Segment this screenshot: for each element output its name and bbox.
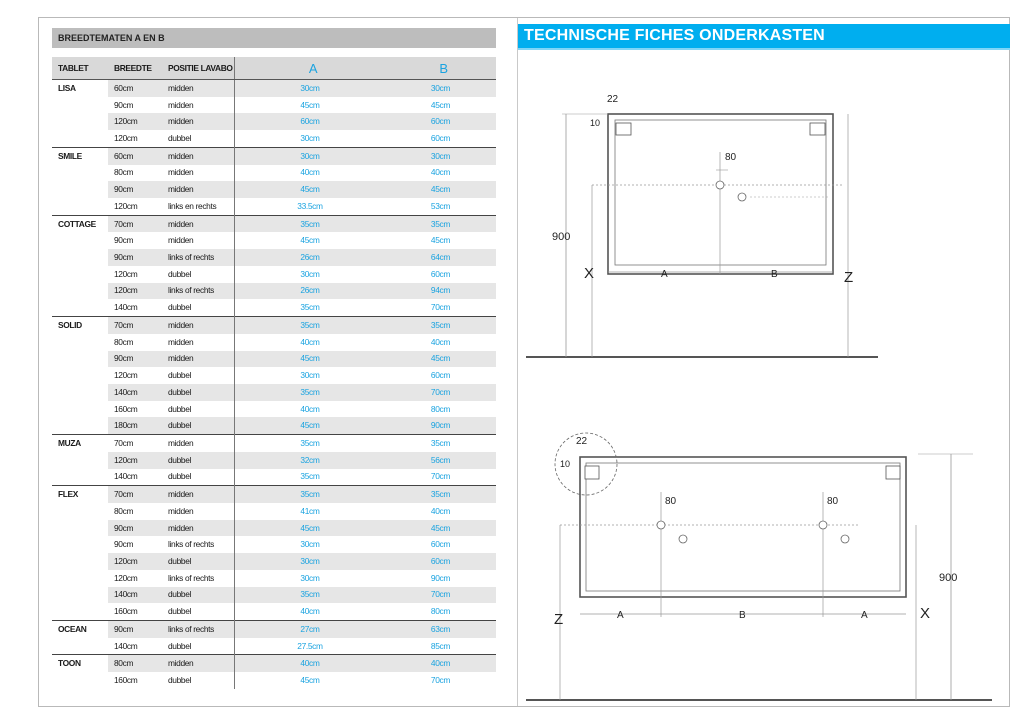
table-row	[52, 334, 496, 351]
cell-breedte: 90cm	[114, 99, 134, 110]
cell-breedte: 90cm	[114, 235, 134, 246]
cell-tablet	[52, 165, 108, 182]
header-breedte: BREEDTE	[108, 57, 162, 80]
cell-breedte: 90cm	[108, 351, 162, 368]
cell-breedte: 140cm	[114, 640, 138, 651]
cell-breedte: 120cm	[108, 452, 162, 469]
cell-b: 30cm	[385, 80, 496, 97]
cell-b: 60cm	[430, 370, 451, 381]
cell-tablet	[52, 553, 108, 570]
cell-b: 60cm	[385, 553, 496, 570]
cell-breedte: 70cm	[108, 435, 162, 452]
table-row	[52, 232, 496, 249]
diagram-single-basin	[526, 94, 878, 357]
cell-positie: dubbel	[162, 469, 235, 486]
dim-10: 10	[590, 118, 601, 128]
cell-positie: links of rechts	[162, 283, 235, 300]
cell-breedte: 120cm	[114, 200, 138, 211]
dim-80-right: 80	[827, 496, 839, 507]
cell-positie: midden	[162, 97, 235, 114]
cell-breedte: 90cm	[108, 621, 162, 638]
cell-tablet	[52, 113, 108, 130]
cell-a: 30cm	[235, 80, 385, 97]
cell-tablet	[52, 587, 108, 604]
table-row	[52, 587, 496, 604]
cell-breedte: 160cm	[114, 606, 138, 617]
cell-breedte: 120cm	[114, 133, 138, 144]
label-z: Z	[844, 269, 854, 286]
drain-hole-right	[819, 521, 827, 529]
table-row	[52, 417, 496, 434]
table-row	[52, 130, 496, 147]
cell-breedte: 120cm	[108, 553, 162, 570]
cell-breedte: 90cm	[108, 181, 162, 198]
cell-positie: midden	[162, 486, 235, 503]
cell-a: 30cm	[235, 147, 385, 164]
cell-a: 45cm	[235, 181, 385, 198]
dim-900: 900	[552, 231, 571, 243]
cell-a: 32cm	[235, 452, 385, 469]
cell-tablet	[52, 283, 108, 300]
cell-positie: dubbel	[162, 553, 235, 570]
cell-a: 30cm	[300, 133, 320, 144]
cell-a: 35cm	[235, 317, 385, 334]
hanger-bracket-right-2	[886, 466, 900, 479]
label-a: A	[661, 269, 668, 280]
cell-b: 70cm	[430, 471, 451, 482]
hanger-bracket-right	[810, 123, 825, 135]
cell-breedte: 120cm	[108, 283, 162, 300]
cell-positie: dubbel	[162, 299, 235, 316]
cell-b: 40cm	[385, 655, 496, 672]
cell-b: 60cm	[385, 113, 496, 130]
cell-tablet	[52, 334, 108, 351]
table-row	[52, 435, 496, 452]
table-row	[52, 621, 496, 638]
cell-a: 30cm	[300, 268, 320, 279]
dimension-table	[52, 57, 496, 689]
cell-breedte: 90cm	[108, 249, 162, 266]
cell-tablet	[52, 469, 108, 486]
cabinet-inner-2	[586, 463, 900, 591]
cell-a: 45cm	[235, 351, 385, 368]
cell-b: 63cm	[385, 621, 496, 638]
cell-b: 90cm	[385, 417, 496, 434]
table-row	[52, 570, 496, 587]
cell-positie: dubbel	[162, 367, 235, 384]
cell-a: 33.5cm	[297, 200, 323, 211]
cell-b: 90cm	[430, 572, 451, 583]
cell-tablet	[52, 672, 108, 689]
cell-positie: midden	[162, 147, 235, 164]
cell-positie: dubbel	[162, 672, 235, 689]
cell-tablet	[52, 249, 108, 266]
cell-tablet	[52, 367, 108, 384]
cell-b: 40cm	[430, 167, 451, 178]
cell-positie: midden	[162, 165, 235, 182]
table-row	[52, 672, 496, 689]
cell-positie: links en rechts	[162, 198, 235, 215]
cell-positie: midden	[162, 317, 235, 334]
dim-22: 22	[607, 94, 619, 105]
cell-positie: links of rechts	[162, 621, 235, 638]
cell-a: 27cm	[235, 621, 385, 638]
cell-b: 45cm	[385, 181, 496, 198]
cell-positie: dubbel	[162, 384, 235, 401]
cell-tablet: COTTAGE	[52, 215, 108, 232]
table-row	[52, 367, 496, 384]
table-row	[52, 113, 496, 130]
label-b-2: B	[739, 610, 746, 621]
cell-b: 94cm	[385, 283, 496, 300]
header-tablet: TABLET	[52, 57, 108, 80]
cell-b: 45cm	[430, 99, 451, 110]
diagram-double-basin	[526, 433, 992, 700]
cell-b: 70cm	[385, 384, 496, 401]
cell-breedte: 120cm	[114, 268, 138, 279]
cell-a: 26cm	[235, 249, 385, 266]
cell-positie: midden	[162, 435, 235, 452]
table-row	[52, 503, 496, 520]
cell-a: 30cm	[235, 553, 385, 570]
cell-b: 45cm	[385, 520, 496, 537]
supply-hole-right	[841, 535, 849, 543]
dim-10-2: 10	[560, 459, 571, 469]
cell-breedte: 160cm	[114, 403, 138, 414]
cell-a: 45cm	[235, 520, 385, 537]
cell-positie: midden	[162, 520, 235, 537]
cell-a: 35cm	[235, 587, 385, 604]
cell-a: 45cm	[300, 235, 320, 246]
cell-a: 30cm	[300, 539, 320, 550]
dimension-table-section	[52, 28, 496, 689]
label-x: X	[584, 265, 595, 282]
cell-positie: dubbel	[162, 266, 235, 283]
hanger-bracket-left	[616, 123, 631, 135]
cell-positie: dubbel	[162, 603, 235, 620]
cell-breedte: 120cm	[114, 572, 138, 583]
table-row	[52, 553, 496, 570]
cell-b: 45cm	[385, 351, 496, 368]
header-a: A	[235, 57, 385, 80]
cell-b: 80cm	[430, 606, 451, 617]
title-underline	[518, 48, 1010, 50]
cell-tablet: LISA	[52, 80, 108, 97]
cell-tablet	[52, 198, 108, 215]
table-row	[52, 401, 496, 418]
cell-a: 45cm	[300, 675, 320, 686]
table-section-title: BREEDTEMATEN A EN B	[52, 28, 496, 48]
cabinet-outline	[608, 114, 833, 274]
cell-tablet	[52, 181, 108, 198]
cell-b: 60cm	[430, 539, 451, 550]
cell-a: 35cm	[235, 435, 385, 452]
cell-tablet	[52, 503, 108, 520]
table-row	[52, 215, 496, 232]
cell-breedte: 140cm	[108, 384, 162, 401]
cell-a: 60cm	[235, 113, 385, 130]
table-row	[52, 603, 496, 620]
table-row	[52, 351, 496, 368]
drain-hole	[716, 181, 724, 189]
table-body	[52, 80, 496, 689]
table-row	[52, 655, 496, 672]
cell-breedte: 180cm	[108, 417, 162, 434]
cell-a: 26cm	[235, 283, 385, 300]
cell-a: 35cm	[300, 471, 320, 482]
cell-a: 40cm	[300, 606, 320, 617]
cell-a: 35cm	[235, 384, 385, 401]
cell-tablet	[52, 452, 108, 469]
cell-b: 60cm	[430, 133, 451, 144]
cell-a: 40cm	[235, 655, 385, 672]
cell-b: 35cm	[385, 317, 496, 334]
cell-a: 35cm	[235, 486, 385, 503]
cell-positie: midden	[162, 113, 235, 130]
cell-a: 40cm	[300, 403, 320, 414]
cell-tablet	[52, 417, 108, 434]
cell-positie: midden	[162, 80, 235, 97]
cell-positie: dubbel	[162, 130, 235, 147]
table-row	[52, 384, 496, 401]
cell-positie: links of rechts	[162, 536, 235, 553]
cell-positie: dubbel	[162, 452, 235, 469]
cell-positie: midden	[162, 215, 235, 232]
cell-tablet	[52, 130, 108, 147]
cell-a: 40cm	[300, 167, 320, 178]
drain-hole-left	[657, 521, 665, 529]
table-row	[52, 147, 496, 164]
cell-breedte: 160cm	[114, 675, 138, 686]
cell-tablet	[52, 401, 108, 418]
cell-b: 60cm	[430, 268, 451, 279]
dim-22-2: 22	[576, 436, 588, 447]
label-a-right: A	[861, 610, 868, 621]
hanger-bracket-left-2	[585, 466, 599, 479]
cell-breedte: 60cm	[108, 80, 162, 97]
cell-tablet: MUZA	[52, 435, 108, 452]
dim-80: 80	[725, 152, 737, 163]
cell-a: 27.5cm	[297, 640, 323, 651]
technical-drawings	[518, 52, 1010, 707]
cell-tablet	[52, 232, 108, 249]
table-row	[52, 486, 496, 503]
cell-a: 35cm	[235, 215, 385, 232]
cell-tablet	[52, 638, 108, 655]
cell-b: 35cm	[385, 435, 496, 452]
table-row	[52, 536, 496, 553]
cell-b: 40cm	[430, 336, 451, 347]
cell-positie: dubbel	[162, 417, 235, 434]
label-a-left: A	[617, 610, 624, 621]
label-x-2: X	[920, 605, 931, 622]
dim-80-left: 80	[665, 496, 677, 507]
cell-breedte: 80cm	[114, 336, 134, 347]
cell-breedte: 90cm	[108, 520, 162, 537]
cell-tablet	[52, 266, 108, 283]
table-row	[52, 520, 496, 537]
supply-hole	[738, 193, 746, 201]
cell-b: 35cm	[385, 486, 496, 503]
cell-a: 40cm	[300, 336, 320, 347]
cell-a: 35cm	[300, 302, 320, 313]
cell-breedte: 140cm	[108, 587, 162, 604]
cell-a: 45cm	[300, 99, 320, 110]
cell-breedte: 70cm	[108, 486, 162, 503]
cell-tablet	[52, 603, 108, 620]
table-row	[52, 80, 496, 97]
cell-positie: links of rechts	[162, 249, 235, 266]
dim-900-2: 900	[939, 572, 958, 584]
table-row	[52, 97, 496, 114]
cell-positie: links of rechts	[162, 570, 235, 587]
table-row	[52, 317, 496, 334]
table-row	[52, 299, 496, 316]
table-row	[52, 469, 496, 486]
cell-tablet: SMILE	[52, 147, 108, 164]
cell-positie: dubbel	[162, 638, 235, 655]
table-row	[52, 249, 496, 266]
cell-breedte: 140cm	[114, 302, 138, 313]
cell-breedte: 80cm	[114, 167, 134, 178]
cell-tablet: FLEX	[52, 486, 108, 503]
label-b: B	[771, 269, 778, 280]
cell-a: 45cm	[235, 417, 385, 434]
cell-breedte: 80cm	[114, 505, 134, 516]
table-row	[52, 198, 496, 215]
cell-tablet	[52, 299, 108, 316]
cell-b: 80cm	[430, 403, 451, 414]
cell-tablet: OCEAN	[52, 621, 108, 638]
cell-b: 56cm	[385, 452, 496, 469]
cell-a: 30cm	[300, 370, 320, 381]
cell-breedte: 90cm	[114, 539, 134, 550]
cell-positie: midden	[162, 655, 235, 672]
cell-tablet	[52, 97, 108, 114]
table-row	[52, 452, 496, 469]
cell-b: 85cm	[430, 640, 451, 651]
cell-a: 30cm	[300, 572, 320, 583]
cabinet-inner	[615, 120, 826, 265]
cell-breedte: 60cm	[108, 147, 162, 164]
cell-b: 70cm	[385, 587, 496, 604]
cell-breedte: 70cm	[108, 215, 162, 232]
table-row	[52, 283, 496, 300]
cell-b: 70cm	[430, 302, 451, 313]
header-b: B	[385, 57, 496, 80]
cell-positie: midden	[162, 181, 235, 198]
cell-breedte: 80cm	[108, 655, 162, 672]
tech-sheet-title: TECHNISCHE FICHES ONDERKASTEN	[518, 24, 1010, 48]
header-positie: POSITIE LAVABO	[162, 57, 235, 80]
cell-tablet	[52, 384, 108, 401]
cell-breedte: 140cm	[114, 471, 138, 482]
table-header-row	[52, 57, 496, 80]
cell-b: 53cm	[430, 200, 451, 211]
table-row	[52, 638, 496, 655]
cell-b: 40cm	[430, 505, 451, 516]
cell-breedte: 120cm	[108, 113, 162, 130]
cell-b: 64cm	[385, 249, 496, 266]
cell-a: 41cm	[300, 505, 320, 516]
cell-tablet: SOLID	[52, 317, 108, 334]
cell-tablet	[52, 570, 108, 587]
cell-tablet	[52, 520, 108, 537]
cell-b: 30cm	[385, 147, 496, 164]
cell-tablet: TOON	[52, 655, 108, 672]
cabinet-outline-2	[580, 457, 906, 597]
table-row	[52, 266, 496, 283]
cell-b: 45cm	[430, 235, 451, 246]
table-row	[52, 181, 496, 198]
cell-tablet	[52, 536, 108, 553]
label-z-2: Z	[554, 611, 564, 628]
cell-positie: dubbel	[162, 587, 235, 604]
cell-positie: midden	[162, 351, 235, 368]
cell-positie: dubbel	[162, 401, 235, 418]
cell-b: 35cm	[385, 215, 496, 232]
cell-breedte: 120cm	[114, 370, 138, 381]
cell-b: 70cm	[430, 675, 451, 686]
cell-positie: midden	[162, 503, 235, 520]
table-row	[52, 165, 496, 182]
cell-tablet	[52, 351, 108, 368]
cell-positie: midden	[162, 334, 235, 351]
cell-breedte: 70cm	[108, 317, 162, 334]
supply-hole-left	[679, 535, 687, 543]
cell-positie: midden	[162, 232, 235, 249]
